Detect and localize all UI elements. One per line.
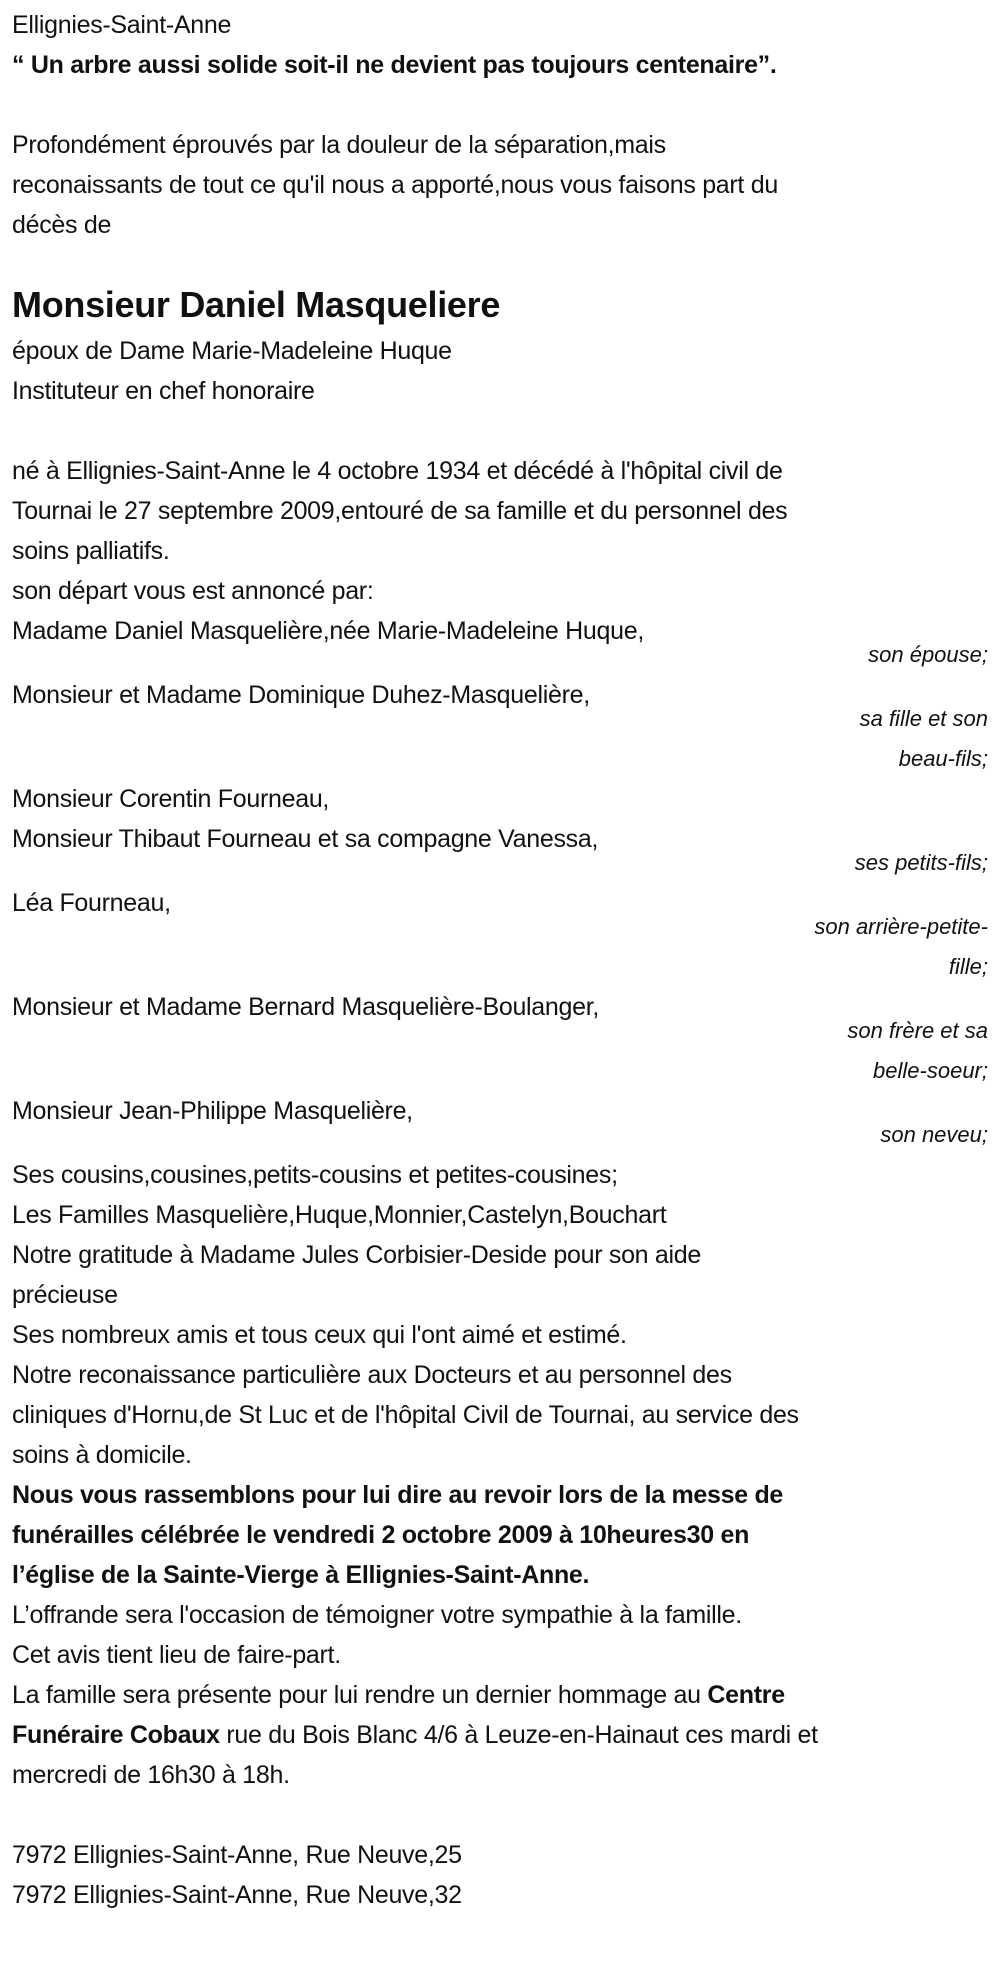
relationship-line: sa fille et son xyxy=(859,706,988,731)
ceremony-line: l’église de la Sainte-Vierge à Ellignies-Saint-Anne. xyxy=(12,1561,590,1589)
relative-name: Monsieur et Madame Bernard Masquelière-Boulanger, xyxy=(12,993,600,1021)
others-line: Notre reconaissance particulière aux Docteurs et au personnel des xyxy=(12,1361,732,1389)
relationship-line: beau-fils; xyxy=(898,746,988,771)
spouse-line: époux de Dame Marie-Madeleine Huque xyxy=(12,337,452,365)
quote: “ Un arbre aussi solide soit-il ne devient pas toujours centenaire”. xyxy=(12,51,777,79)
relationship-line: belle-soeur; xyxy=(873,1058,988,1083)
relationship-line: son épouse; xyxy=(868,642,988,667)
ceremony-line: funérailles célébrée le vendredi 2 octobre 2009 à 10heures30 en xyxy=(12,1521,750,1549)
funeral-home-name: Centre xyxy=(707,1681,785,1709)
bio-line: son départ vous est annoncé par: xyxy=(12,577,374,605)
bio-line: Tournai le 27 septembre 2009,entouré de sa famille et du personnel des xyxy=(12,497,788,525)
bio-line: soins palliatifs. xyxy=(12,537,170,565)
deceased-name: Monsieur Daniel Masqueliere xyxy=(12,284,501,325)
relative-name: Monsieur Thibaut Fourneau et sa compagne Vanessa, xyxy=(12,825,599,853)
ceremony-paragraph xyxy=(12,1475,988,1595)
relative-name: Monsieur et Madame Dominique Duhez-Masquelière, xyxy=(12,681,590,709)
intro-paragraph xyxy=(12,125,988,245)
visitation-text: rue du Bois Blanc 4/6 à Leuze-en-Hainaut ces mardi et xyxy=(219,1721,818,1749)
relative-name: Monsieur Jean-Philippe Masquelière, xyxy=(12,1097,413,1125)
relationship-line: ses petits-fils; xyxy=(854,850,988,875)
relative-entry xyxy=(12,611,988,675)
others-line: Notre gratitude à Madame Jules Corbisier-Deside pour son aide xyxy=(12,1241,702,1269)
relative-entry xyxy=(12,779,988,883)
bio-line: né à Ellignies-Saint-Anne le 4 octobre 1934 et décédé à l'hôpital civil de xyxy=(12,457,783,485)
others-line: Les Familles Masquelière,Huque,Monnier,Castelyn,Bouchart xyxy=(12,1201,667,1229)
relationship-line: son neveu; xyxy=(880,1122,988,1147)
relationship-line: son frère et sa xyxy=(847,1018,988,1043)
others-paragraph xyxy=(12,1155,988,1475)
intro-line: reconaissants de tout ce qu'il nous a apporté,nous vous faisons part du xyxy=(12,171,778,199)
funeral-home-name: Funéraire Cobaux xyxy=(12,1721,220,1749)
intro-line: décès de xyxy=(12,211,112,239)
address-line: 7972 Ellignies-Saint-Anne, Rue Neuve,32 xyxy=(12,1881,462,1909)
relationship-line: son arrière-petite- xyxy=(814,914,988,939)
others-line: Ses cousins,cousines,petits-cousins et petites-cousines; xyxy=(12,1161,618,1189)
visitation-text: La famille sera présente pour lui rendre un dernier hommage au xyxy=(12,1681,708,1709)
visitation-text: mercredi de 16h30 à 18h. xyxy=(12,1761,290,1789)
relative-entry xyxy=(12,987,988,1091)
relative-name: Monsieur Corentin Fourneau, xyxy=(12,785,330,813)
address-line: 7972 Ellignies-Saint-Anne, Rue Neuve,25 xyxy=(12,1841,462,1869)
relatives-list xyxy=(12,611,988,1155)
relative-entry xyxy=(12,1091,988,1155)
others-line: soins à domicile. xyxy=(12,1441,192,1469)
offering-line: L’offrande sera l'occasion de témoigner votre sympathie à la famille. xyxy=(12,1601,742,1629)
relationship-line: fille; xyxy=(948,954,988,979)
ceremony-line: Nous vous rassemblons pour lui dire au revoir lors de la messe de xyxy=(12,1481,784,1509)
relative-name: Léa Fourneau, xyxy=(12,889,171,917)
notice-line: Cet avis tient lieu de faire-part. xyxy=(12,1641,341,1669)
others-line: précieuse xyxy=(12,1281,118,1309)
title-line: Instituteur en chef honoraire xyxy=(12,377,315,405)
bio-paragraph xyxy=(12,451,988,611)
relative-entry xyxy=(12,883,988,987)
visitation-paragraph xyxy=(12,1675,988,1795)
others-line: Ses nombreux amis et tous ceux qui l'ont aimé et estimé. xyxy=(12,1321,627,1349)
relative-name: Madame Daniel Masquelière,née Marie-Madeleine Huque, xyxy=(12,617,644,645)
intro-line: Profondément éprouvés par la douleur de la séparation,mais xyxy=(12,131,666,159)
others-line: cliniques d'Hornu,de St Luc et de l'hôpital Civil de Tournai, au service des xyxy=(12,1401,799,1429)
relative-entry xyxy=(12,675,988,779)
location: Ellignies-Saint-Anne xyxy=(12,11,232,39)
